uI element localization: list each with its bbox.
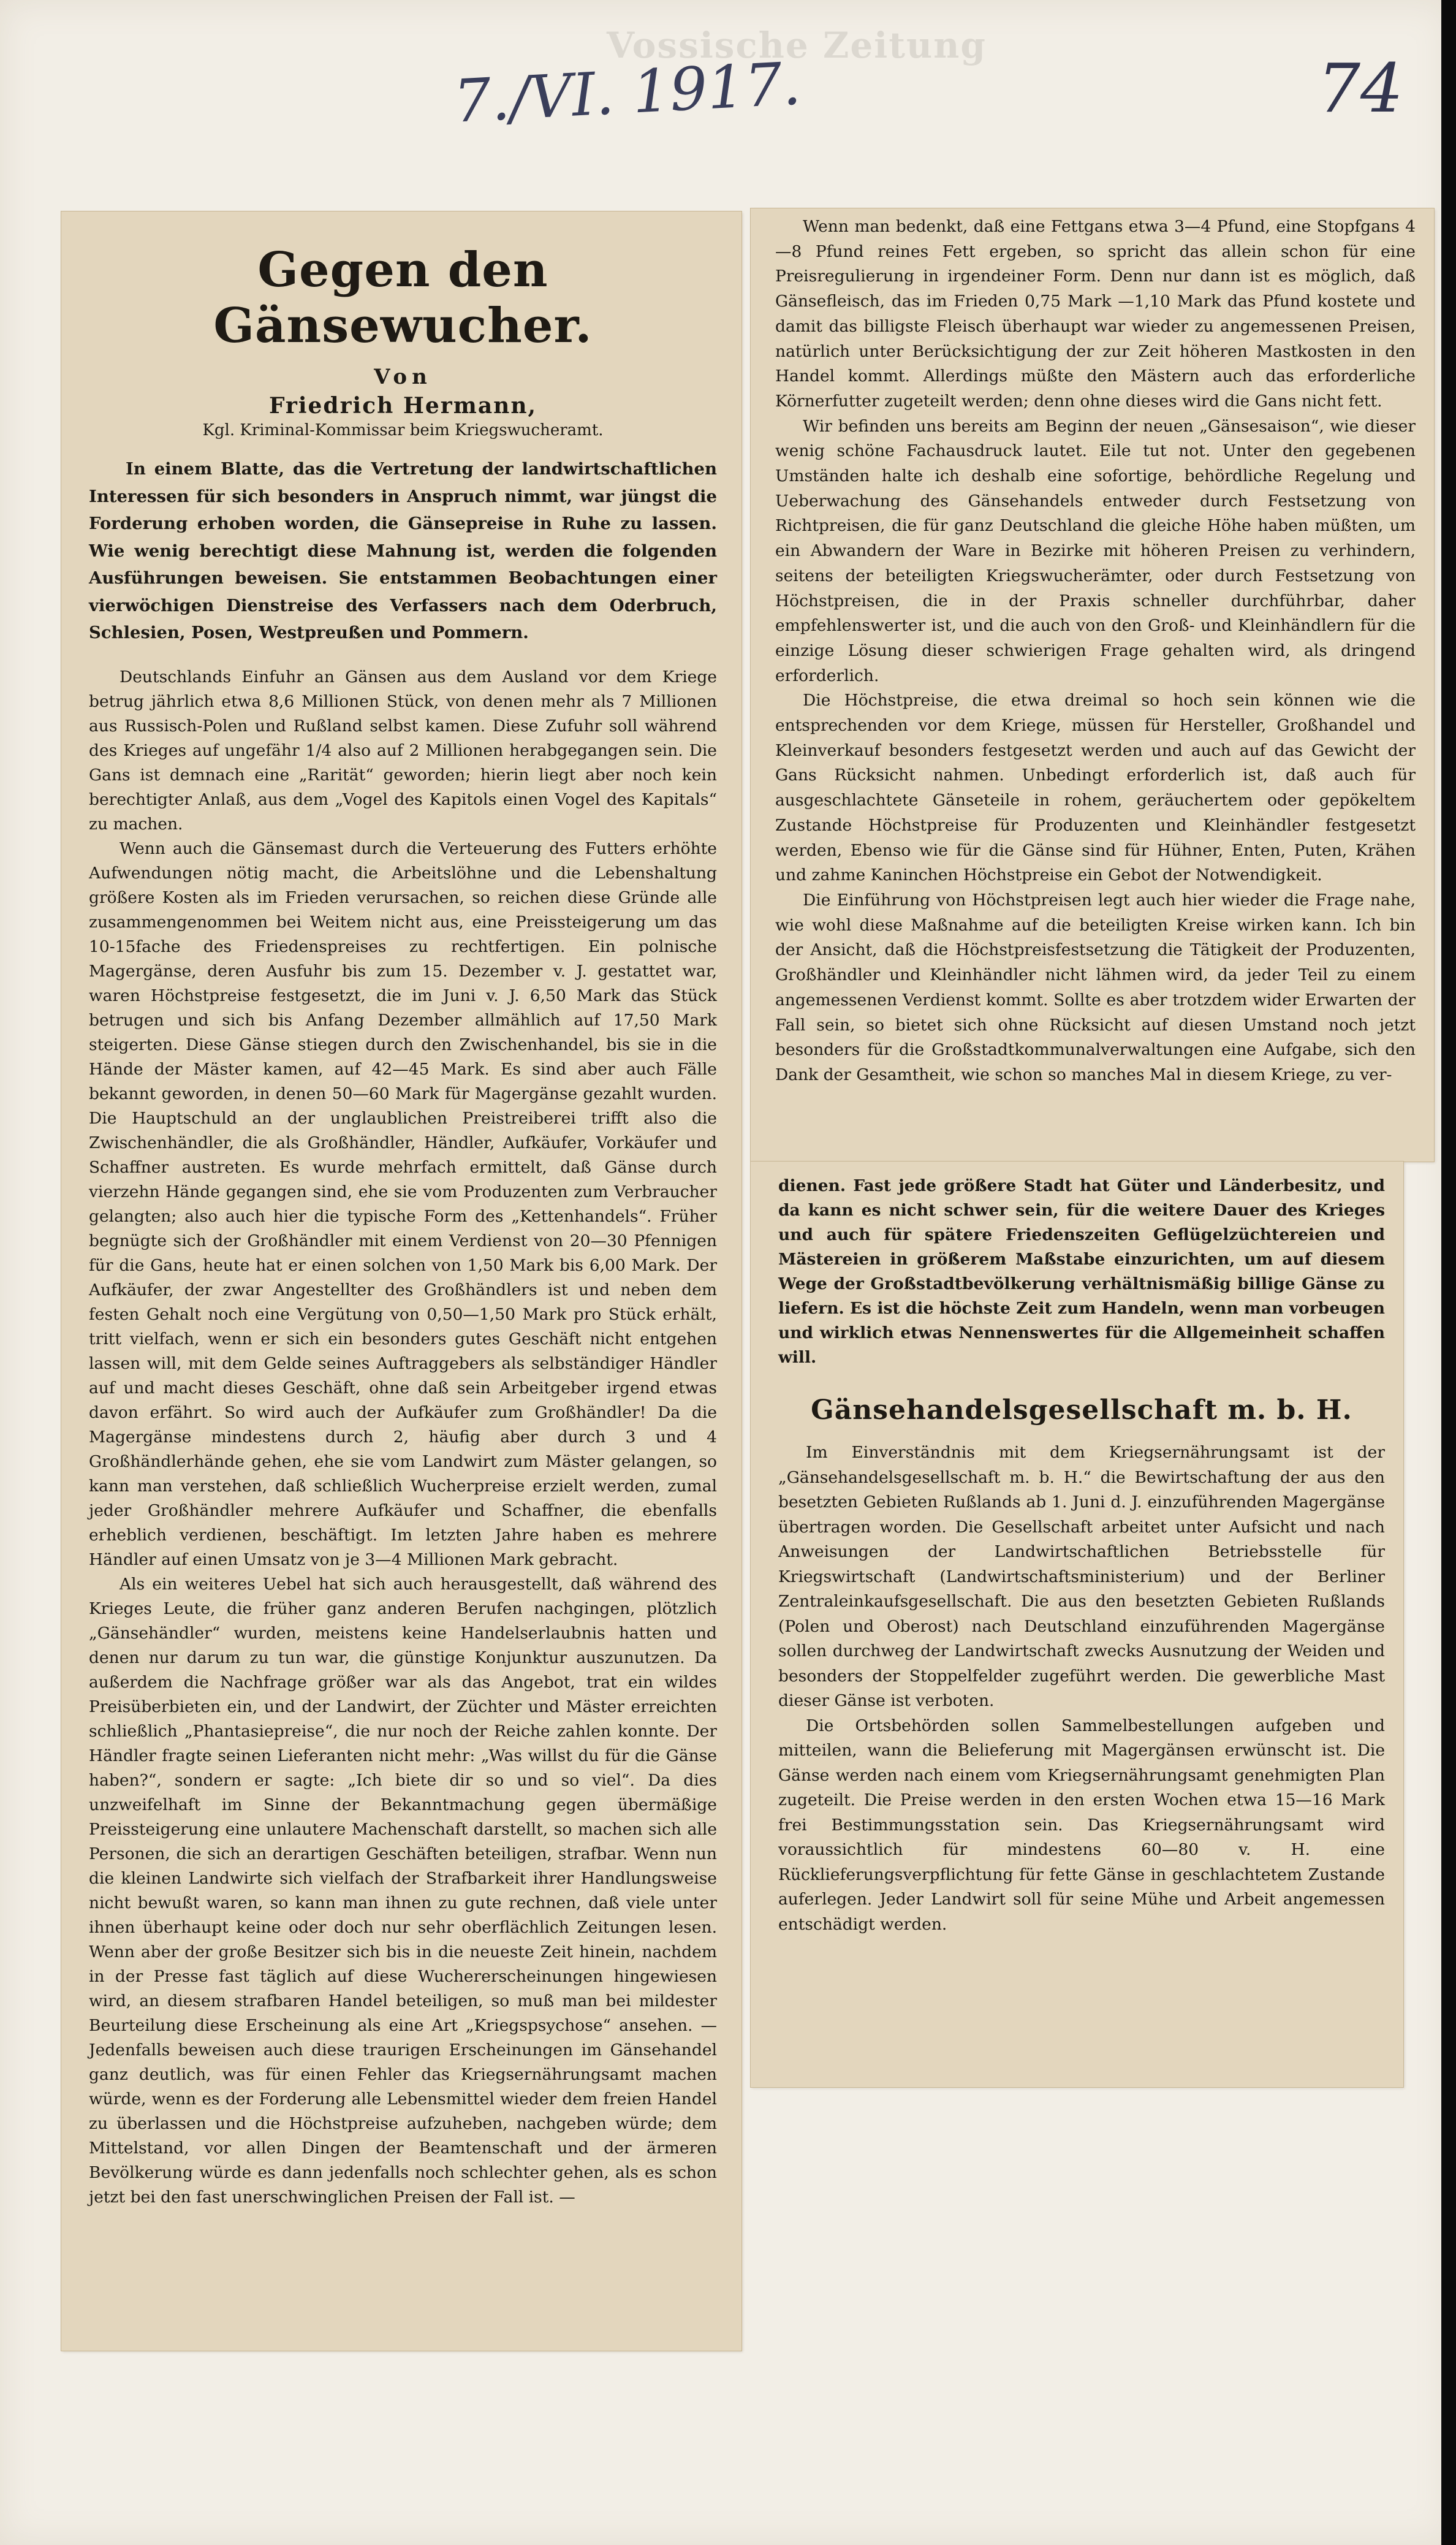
body-paragraph: Wenn man bedenkt, daß eine Fettgans etwa 3—4 Pfund, eine Stopfgans 4—8 Pfund reines Fett ergeben, so spricht das allein schon für eine Preisregulierung in irgendeiner Form. Denn nur dann ist es möglich, daß Gänsefleisch, das im Frieden 0,75 Mark —1,10 Mark das Pfund kostete und damit das billigste Fleisch überhaupt war wieder zu angemessenen Preisen, natürlich unter Berücksichtigung der zur Zeit höheren Mastkosten in den Handel kommt. Allerdings müßte den Mästern auch das erforderliche Körnerfutter zugeteilt werden; denn ohne dieses wird die Gans nicht fett. (775, 217, 1416, 411)
author-name: Friedrich Hermann, (268, 393, 537, 419)
second-article-body (778, 1440, 1385, 1937)
article-body (89, 665, 717, 2210)
article-clipping-continued (751, 208, 1434, 1162)
body-paragraph: Deutschlands Einfuhr an Gänsen aus dem Ausland vor dem Kriege betrug jährlich etwa 8,6 Millionen Stück, von denen mehr als 7 Millionen aus Russisch-Polen und Rußland selbst kamen. Diese Zufuhr soll während des Krieges auf ungefähr 1/4 also auf 2 Millionen herabgegangen sein. Die Gans ist demnach eine „Rarität“ geworden; hierin liegt aber noch kein berechtigter Anlaß, aus dem „Vogel des Kapitols einen Vogel des Kapitals“ zu machen. (89, 667, 717, 834)
article-conclusion: dienen. Fast jede größere Stadt hat Güter und Länderbesitz, und da kann es nicht schwer sein, für die weitere Dauer des Krieges und auch für spätere Friedenszeiten Geflügelzüchtereien und Mästereien in größerem Maßstabe einzurichten, um auf diesem Wege der Großstadtbevölkerung verhältnismäßig billige Gänse zu liefern. Es ist die höchste Zeit zum Handeln, wenn man vorbeugen und wirklich etwas Nennenswertes für die Allgemeinheit schaffen will. (778, 1176, 1385, 1367)
article-clipping-second (751, 1162, 1403, 2087)
body-paragraph: Als ein weiteres Uebel hat sich auch herausgestellt, daß während des Krieges Leute, die früher ganz anderen Berufen nachgingen, plötzlich „Gänsehändler“ wurden, meistens keine Handelserlaubnis hatten und denen nur darum zu tun war, die günstige Konjunktur auszunutzen. Da außerdem die Nachfrage größer war als das Angebot, trat ein wildes Preisüberbieten ein, und der Landwirt, der Züchter und Mäster erreichten schließlich „Phantasiepreise“, die nur noch der Reiche zahlen konnte. Der Händler fragte seinen Lieferanten nicht mehr: „Was willst du für die Gänse haben?“, sondern er sagte: „Ich biete dir so und so viel“. Da dies unzweifelhaft im Sinne der Bekanntmachung gegen übermäßige Preissteigerung eine unlautere Machenschaft darstellt, so machen sich alle Personen, die sich an derartigen Geschäften beteiligen, strafbar. Wenn nun die kleinen Landwirte sich vielfach der Strafbarkeit ihrer Handlungsweise nicht bewußt waren, so kann man ihnen zu gute rechnen, daß viele unter ihnen überhaupt keine oder doch nur sehr oberflächlich Zeitungen lesen. Wenn aber der große Besitzer sich bis in die neueste Zeit hinein, nachdem in der Presse fast täglich auf diese Wuchererscheinungen hingewiesen wird, an diesem strafbaren Handel beteiligen, so muß man bei mildester Beurteilung diese Erscheinung als eine Art „Kriegspsychose“ ansehen. — Jedenfalls beweisen auch diese traurigen Erscheinungen im Gänsehandel ganz deutlich, was für einen Fehler das Kriegsernährungsamt machen würde, wenn es der Forderung alle Lebensmittel wieder dem freien Handel zu überlassen und die Höchstpreise aufzuheben, nachgeben würde; dem Mittelstand, vor allen Dingen der Beamtenschaft und der ärmeren Bevölkerung würde es dann jedenfalls noch schlechter gehen, als es schon jetzt bei den fast unerschwinglichen Preisen der Fall ist. — (89, 1574, 717, 2207)
body-paragraph: Im Einverständnis mit dem Kriegsernährungsamt ist der „Gänsehandelsgesellschaft m. b. H.“ die Bewirtschaftung der aus den besetzten Gebieten Rußlands ab 1. Juni d. J. einzuführenden Magergänse übertragen worden. Die Gesellschaft arbeitet unter Aufsicht und nach Anweisungen der Landwirtschaftlichen Betriebsstelle für Kriegswirtschaft (Landwirtschaftsministerium) und der Berliner Zentraleinkaufsgesellschaft. Die aus den besetzten Gebieten Rußlands (Polen und Oberost) nach Deutschland einzuführenden Magergänse sollen durchweg der Landwirtschaft zwecks Ausnutzung der Weiden und besonders der Stoppelfelder zugeführt werden. Die gewerbliche Mast dieser Gänse ist verboten. (778, 1443, 1385, 1710)
second-article-title: Gänsehandelsgesellschaft m. b. H. (811, 1394, 1352, 1426)
article-clipping-left (61, 211, 741, 2351)
body-paragraph: Die Ortsbehörden sollen Sammelbestellungen aufgeben und mitteilen, wann die Belieferung mit Magergänsen erwünscht ist. Die Gänse werden nach einem vom Kriegsernährungsamt genehmigten Plan zugeteilt. Die Preise werden in den ersten Wochen etwa 15—16 Mark frei Bestimmungsstation sein. Das Kriegsernährungsamt wird voraussichtlich für mindestens 60—80 v. H. eine Rücklieferungsverpflichtung für fette Gänse in geschlachtetem Zustande auferlegen. Jeder Landwirt soll für seine Mühe und Arbeit angemessen entschädigt werden. (778, 1716, 1385, 1934)
byline-von: Von (374, 365, 432, 389)
body-paragraph: Die Einführung von Höchstpreisen legt auch hier wieder die Frage nahe, wie wohl diese Maßnahme auf die beteiligten Kreise wirken kann. Ich bin der Ansicht, daß die Höchstpreisfestsetzung die Tätigkeit der Produzenten, Großhändler und Kleinhändler nicht lähmen wird, da jeder Teil zu einem angemessenen Verdienst kommt. Sollte es aber trotzdem wider Erwarten der Fall sein, so bietet sich ohne Rücksicht auf diesen Umstand noch jetzt besonders für die Großstadtkommunalverwaltungen eine Aufgabe, sich den Dank der Gesamtheit, wie schon so manches Mal in diesem Kriege, zu ver- (775, 890, 1416, 1084)
newspaper-masthead: Vossische Zeitung (607, 25, 987, 66)
body-paragraph: Wir befinden uns bereits am Beginn der neuen „Gänsesaison“, wie dieser wenig schöne Fachausdruck lautet. Eile tut not. Unter den gegebenen Umständen halte ich deshalb eine sofortige, behördliche Regelung und Ueberwachung des Gänsehandels entweder durch Festsetzung von Richtpreisen, die für ganz Deutschland die gleiche Höhe haben müßten, um ein Abwandern der Ware in Bezirke mit höheren Preisen zu verhindern, seitens der beteiligten Kriegswucherämter, oder durch Festsetzung von Höchstpreisen, die in der Praxis schneller durchführbar, daher empfehlenswerter ist, und die auch von den Groß- und Kleinhändlern für die einzige Lösung dieser schwierigen Frage gehalten wird, als dringend erforderlich. (775, 416, 1416, 685)
continued-body (775, 215, 1416, 1088)
handwritten-date: 7./VI. 1917. (452, 49, 803, 136)
scan-border (1441, 0, 1456, 2545)
body-paragraph: Die Höchstpreise, die etwa dreimal so hoch sein können wie die entsprechenden vor dem Kriege, müssen für Hersteller, Großhandel und Kleinverkauf besonders festgesetzt werden und auch auf das Gewicht der Gans Rücksicht nahmen. Unbedingt erforderlich ist, daß auch für ausgeschlachtete Gänseteile in rohem, geräuchertem oder gepökeltem Zustande Höchstpreise für Produzenten und Kleinhändler festgesetzt werden, Ebenso wie für die Gänse sind für Hühner, Enten, Puten, Krähen und zahme Kaninchen Höchstpreise ein Gebot der Notwendigkeit. (775, 691, 1416, 885)
article-lead: In einem Blatte, das die Vertretung der landwirtschaftlichen Interessen für sich besonders in Anspruch nimmt, war jüngst die Forderung erhoben worden, die Gänsepreise in Ruhe zu lassen. Wie wenig berechtigt diese Mahnung ist, werden die folgenden Ausführungen beweisen. Sie entstammen Beobachtungen einer vierwöchigen Dienstreise des Verfassers nach dem Oderbruch, Schlesien, Posen, Westpreußen und Pommern. (89, 459, 717, 642)
handwritten-page-number: 74 (1318, 49, 1403, 127)
body-paragraph: Wenn auch die Gänsemast durch die Verteuerung des Futters erhöhte Aufwendungen nötig macht, die Arbeitslöhne und die Lebenshaltung größere Kosten als im Frieden verursachen, so reichen diese Gründe alle zusammengenommen bei Weitem nicht aus, eine Preissteigerung um das 10-15fache des Friedenspreises zu rechtfertigen. Ein polnische Magergänse, deren Ausfuhr bis zum 15. Dezember v. J. gestattet war, waren Höchstpreise festgesetzt, die im Juni v. J. 6,50 Mark das Stück betrugen und sich bis Anfang Dezember allmählich auf 17,50 Mark steigerten. Diese Gänse stiegen durch den Zwischenhandel, bis sie in die Hände der Mäster kamen, auf 42—45 Mark. Es sind aber auch Fälle bekannt geworden, in denen 50—60 Mark für Magergänse gezahlt wurden. Die Hauptschuld an der unglaublichen Preistreiberei trifft also die Zwischenhändler, die als Großhändler, Händler, Aufkäufer, Vorkäufer und Schaffner austreten. Es wurde mehrfach ermittelt, daß Gänse durch vierzehn Hände gegangen sind, ehe sie vom Produzenten zum Verbraucher gelangten; also auch hier die typische Form des „Kettenhandels“. Früher begnügte sich der Großhändler mit einem Verdienst von 20—30 Pfennigen für die Gans, heute hat er einen solchen von 1,50 Mark bis 6,00 Mark. Der Aufkäufer, der zwar Angestellter des Großhändlers ist und neben dem festen Gehalt noch eine Vergütung von 0,50—1,50 Mark pro Stück erhält, tritt vielfach, wenn er sich ein besonders gutes Geschäft nicht entgehen lassen will, mit dem Gelde seines Auftraggebers als selbständiger Händler auf und macht dieses Geschäft, ohne daß sein Arbeitgeber irgend etwas davon erfährt. So wird auch der Aufkäufer zum Großhändler! Da die Magergänse mindestens durch 2, häufig aber durch 3 und 4 Großhändlerhände gehen, ehe sie vom Landwirt zum Mäster gelangen, so kann man verstehen, daß schließlich Wucherpreise erzielt werden, zumal jeder Großhändler mehrere Aufkäufer und Schaffner, die ebenfalls erheblich verdienen, beschäftigt. Im letzten Jahre haben es mehrere Händler auf einen Umsatz von je 3—4 Millionen Mark gebracht. (89, 839, 717, 1569)
article-title: Gegen den Gänsewucher. (213, 242, 593, 354)
author-title: Kgl. Kriminal-Kommissar beim Kriegswucheramt. (202, 421, 604, 439)
